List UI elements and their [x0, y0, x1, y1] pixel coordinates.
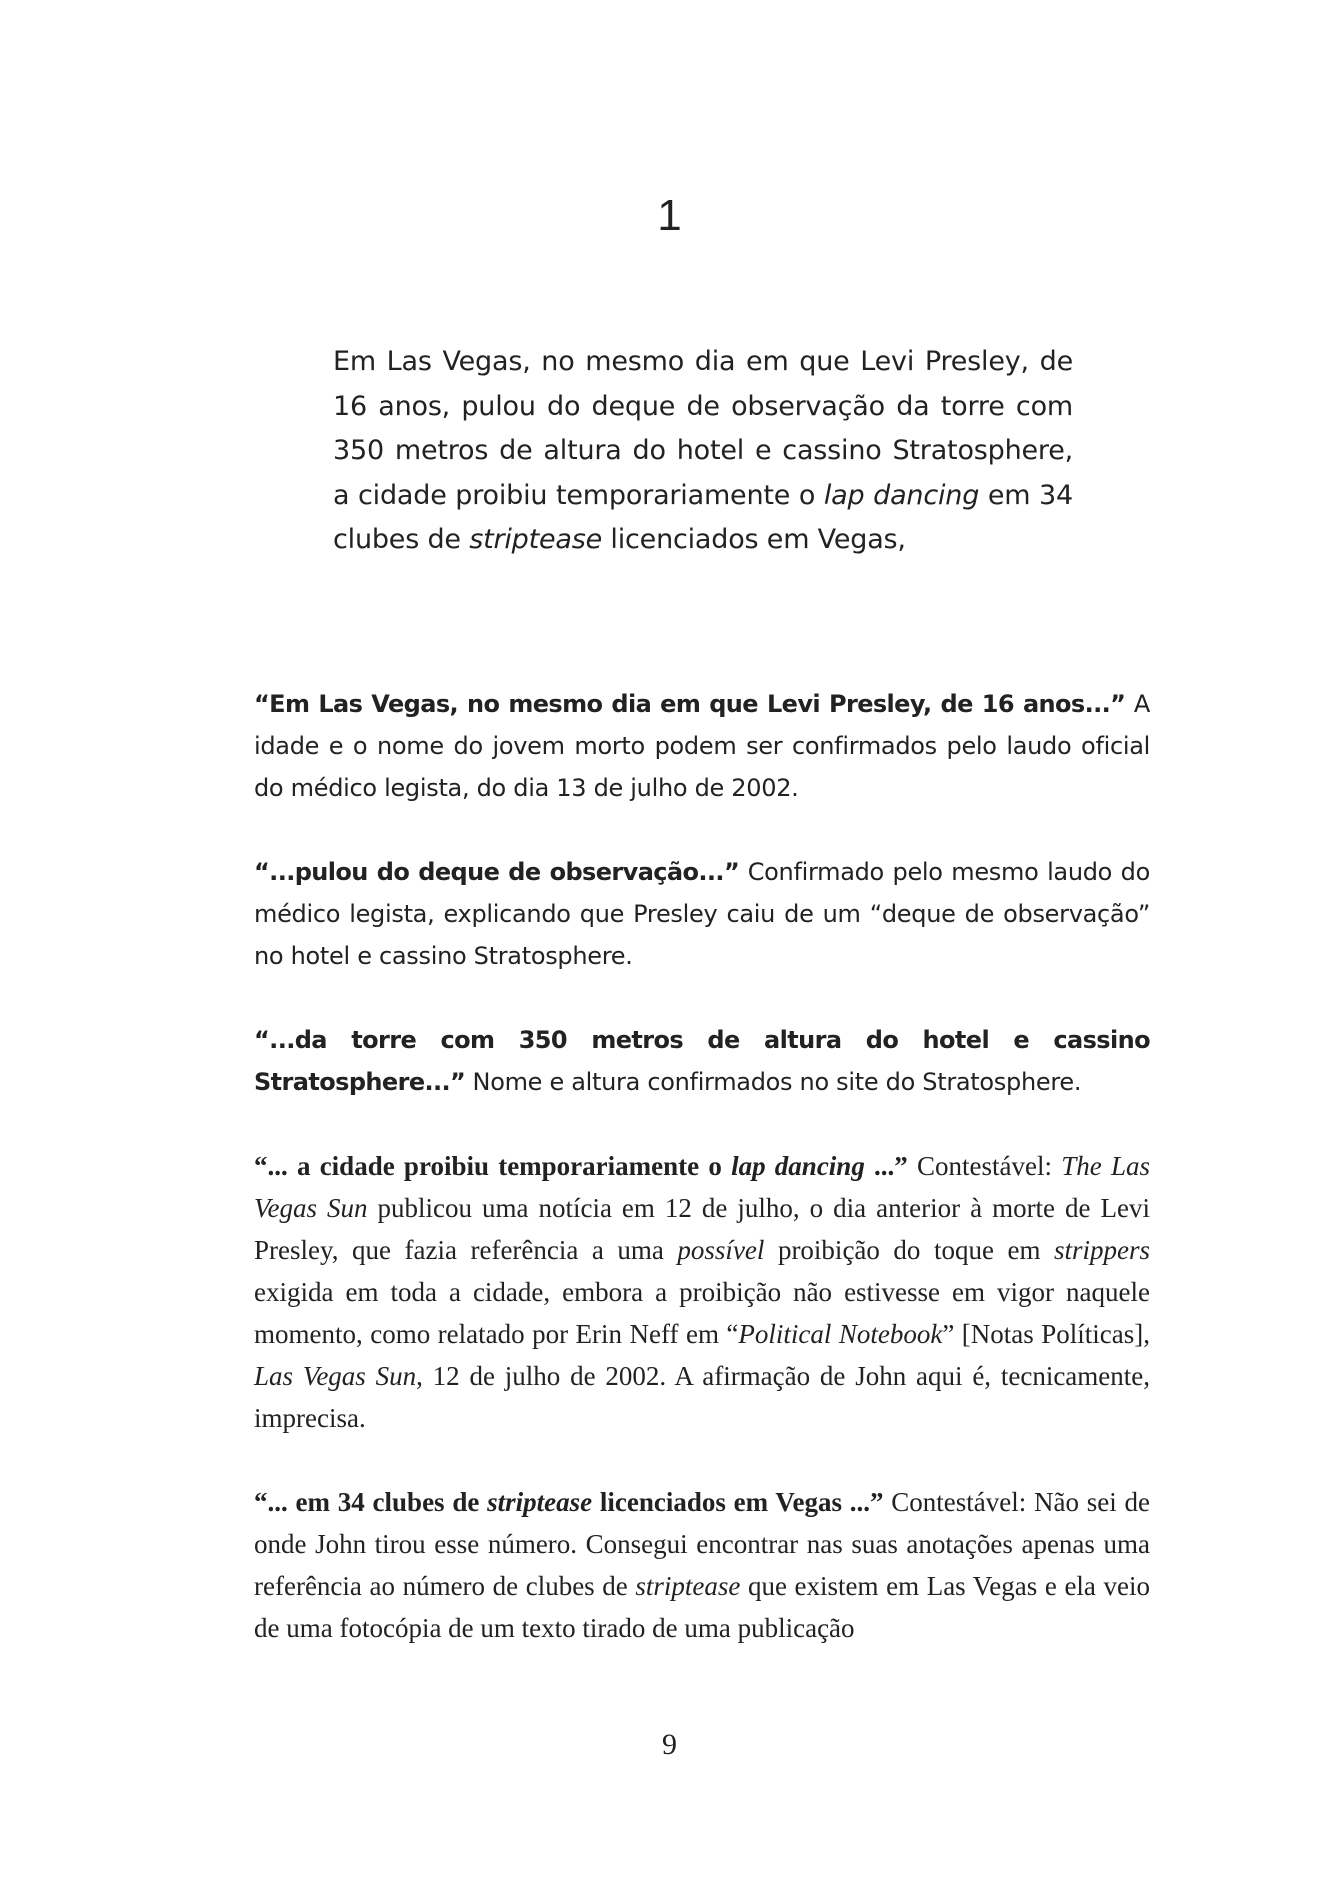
annotation-paragraph	[254, 1481, 1150, 1649]
annotation-text: Confirmado pelo mesmo laudo do médico legista, explicando que Presley caiu de um “deque de observação” no hotel e cassino Stratosphere.	[254, 858, 1150, 970]
annotation-quote: “Em Las Vegas, no mesmo dia em que Levi Presley, de 16 anos...”	[254, 690, 1126, 718]
annotation-text: ” [Notas Políticas],	[942, 1319, 1150, 1349]
annotation-paragraph	[254, 1019, 1150, 1103]
annotation-text: Nome e altura confirmados no site do Stratosphere.	[465, 1068, 1082, 1096]
lead-text: em 34 clubes de	[333, 479, 1073, 555]
lead-italic: lap dancing	[823, 479, 980, 511]
annotation-paragraph	[254, 683, 1150, 809]
chapter-number: 1	[657, 191, 682, 240]
annotation-text: que existem em Las Vegas e ela veio de uma fotocópia de um texto tirado de uma publicação	[254, 1571, 1150, 1643]
lead-text: licenciados em Vegas,	[602, 524, 906, 555]
annotation-italic: striptease	[635, 1571, 741, 1601]
annotation-italic: Political Notebook	[738, 1319, 943, 1349]
annotation-quote: “... a cidade proibiu temporariamente o lap dancing ...”	[254, 1151, 908, 1181]
annotation-paragraph	[254, 851, 1150, 977]
page-number: 9	[662, 1728, 677, 1761]
annotation-text: A idade e o nome do jovem morto podem ser confirmados pelo laudo oficial do médico legista, do dia 13 de julho de 2002.	[254, 690, 1150, 802]
lead-italic: striptease	[469, 524, 603, 555]
annotation-italic: possível	[677, 1235, 765, 1265]
lead-text: Em Las Vegas, no mesmo dia em que Levi Presley, de 16 anos, pulou do deque de observação da torre com 350 metros de altura do hotel e cassino Stratosphere, a cidade proibiu temporariamente o	[333, 346, 1073, 511]
annotation-paragraph	[254, 1145, 1150, 1439]
annotation-text: Contestável:	[907, 1151, 1062, 1181]
annotation-quote: “...pulou do deque de observação...”	[254, 858, 740, 886]
annotation-quote: “...da torre com 350 metros de altura do hotel e cassino Stratosphere...”	[254, 1026, 1150, 1096]
annotation-italic: strippers	[1053, 1235, 1150, 1265]
annotation-text: Contestável: Não sei de onde John tirou esse número. Consegui encontrar nas suas anotações apenas uma referência ao número de clubes de	[254, 1487, 1151, 1601]
lead-paragraph	[333, 340, 1073, 563]
annotation-quote: “... em 34 clubes de striptease licenciados em Vegas ...”	[254, 1487, 884, 1517]
annotation-italic: Las Vegas Sun	[254, 1361, 417, 1391]
annotation-text: exigida em toda a cidade, embora a proibição não estivesse em vigor naquele momento, como relatado por Erin Neff em “	[254, 1277, 1150, 1349]
annotation-text: publicou uma notícia em 12 de julho, o dia anterior à morte de Levi Presley, que fazia referência a uma	[254, 1193, 1150, 1265]
annotation-italic: The Las Vegas Sun	[254, 1151, 1150, 1223]
annotation-text: proibição do toque em	[764, 1235, 1054, 1265]
annotation-text: , 12 de julho de 2002. A afirmação de John aqui é, tecnicamente, imprecisa.	[254, 1361, 1151, 1433]
